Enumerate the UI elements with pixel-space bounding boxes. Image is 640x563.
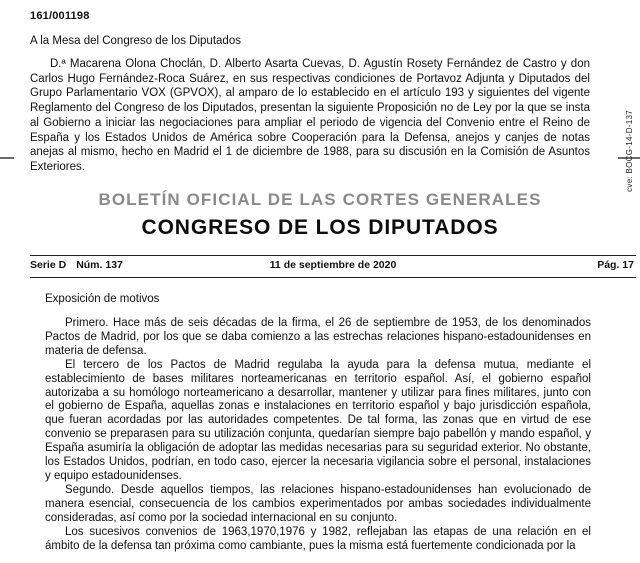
body-paragraph: Segundo. Desde aquellos tiempos, las relaciones hispano-estadounidenses han evolucionado de manera esencial, consecuencia de los cambios experimentados por ambas sociedades individualmente consideradas, así como por la sociedad internacional en su conjunto. [45,483,591,524]
series-label: Serie D [30,259,67,271]
reference-number: 161/001198 [30,10,90,22]
header-rule-top [30,255,636,256]
bulletin-title: BOLETÍN OFICIAL DE LAS CORTES GENERALES [98,190,542,209]
proposal-section [30,10,590,175]
motives-section [45,293,591,553]
page-number: Pág. 17 [597,259,634,271]
header-rule-bottom [30,277,636,278]
bulletin-header [0,190,640,240]
intro-paragraph: D.ª Macarena Olona Choclán, D. Alberto Asarta Cuevas, D. Agustín Rosety Fernández de Castro y don Carlos Hugo Fernández-Roca Suárez, en sus respectivas condiciones de Portavoz Adjunta y Diputados del Grupo Parlamentario VOX (GPVOX), al amparo de lo establecido en el artículo 193 y siguientes del vigente Reglamento del Congreso de los Diputados, presentan la siguiente Proposición no de Ley por la que se insta al Gobierno a iniciar las negociaciones para ampliar el periodo de vigencia del Convenio entre el Reino de España y los Estados Unidos de América sobre Cooperación para la Defensa, anejos y canjes de notas anejas al mismo, hecho en Madrid el 1 de diciembre de 1988, para su discusión en la Comisión de Asuntos Exteriores. [30,58,590,173]
chamber-title: CONGRESO DE LOS DIPUTADOS [141,216,499,239]
body-paragraph: Los sucesivos convenios de 1963,1970,1976 y 1982, reflejaban las etapas de una relación en el ámbito de la defensa tan próxima como cambiante, pues la misma está fuertemente condicionada por la [45,525,591,552]
left-margin-mark [0,157,14,159]
publication-date: 11 de septiembre de 2020 [269,259,397,271]
body-paragraph: El tercero de los Pactos de Madrid regulaba la ayuda para la defensa mutua, mediante el establecimiento de bases militares norteamericanas en territorio español. Así, el gobierno español autorizaba a su homólogo norteamericano a desarrollar, mantener y utilizar para fines militares, junto con el gobierno de España, aquellas zonas e instalaciones en territorio español y bajo jurisdicción española, que fueran acordadas por las autoridades competentes. De tal forma, las zonas que en virtud de ese convenio se preparasen para su utilización conjunta, quedarían siempre bajo pabellón y mando español, y España asumiría la obligación de adoptar las medidas necesarias para su seguridad exterior. No obstante, los Estados Unidos, podrían, en todo caso, ejercer la necesaria vigilancia sobre el personal, instalaciones y equipo estadounidenses. [45,358,591,482]
issue-number: Núm. 137 [76,259,123,271]
section-heading: Exposición de motivos [45,293,160,305]
recipient-line: A la Mesa del Congreso de los Diputados [30,35,241,47]
body-paragraph: Primero. Hace más de seis décadas de la firma, el 26 de septiembre de 1953, de los denominados Pactos de Madrid, por los que se daba comienzo a las estrechas relaciones hispano-estadounidenses en materia de defensa. [45,317,591,357]
cve-code: cve: BOCG-14-D-137 [625,110,634,192]
bulletin-meta-row [30,259,636,275]
